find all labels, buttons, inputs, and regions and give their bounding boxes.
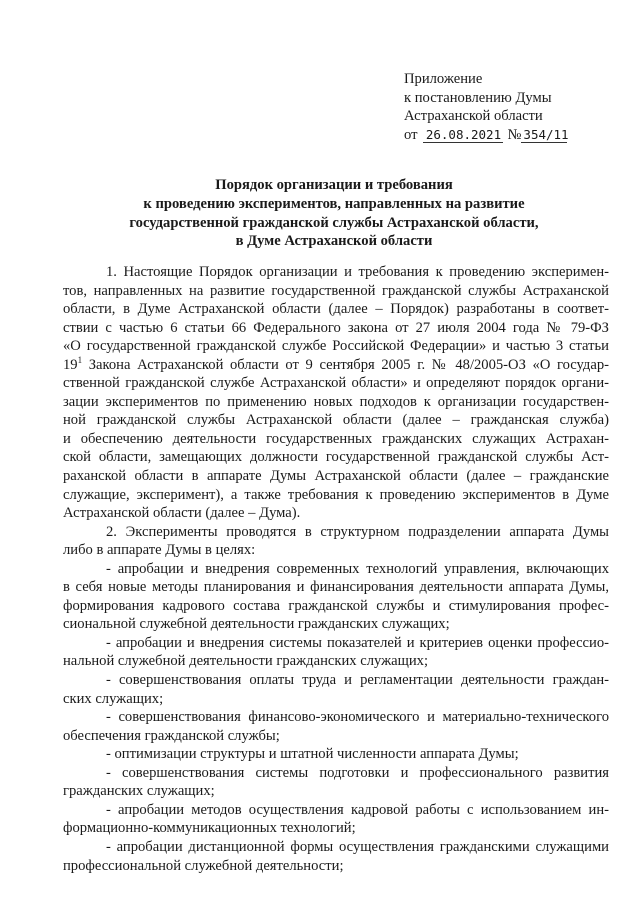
body-line: 1. Настоящие Порядок организации и требования к проведению эксперимен- — [106, 264, 609, 280]
annex-date-number — [404, 126, 624, 145]
title-line: Порядок организации и требования — [215, 177, 453, 193]
body-line: либо в аппарате Думы в целях: — [63, 542, 256, 559]
list-item-line: - апробации и внедрения современных технологий управления, включающих — [106, 560, 609, 577]
list-item-line: - оптимизации структуры и штатной численности аппарата Думы; — [106, 746, 519, 763]
annex-block — [404, 70, 624, 144]
list-item-line: - апробации и внедрения системы показателей и критериев оценки профессио- — [106, 634, 609, 651]
body-line-rest: Закона Астраханской области от 9 сентября 2005 г. № 48/2005-ОЗ «О государ- — [82, 356, 609, 373]
body-line: обеспечения гражданской службы; — [63, 727, 280, 744]
date-prefix: от — [404, 126, 418, 143]
body-line-with-footnote — [63, 356, 609, 375]
body-line: нальной служебной деятельности гражданских служащих; — [63, 653, 429, 670]
body-line: «О государственной гражданской службе Российской Федерации» и частью 3 статьи — [63, 338, 609, 355]
document-body — [63, 263, 609, 875]
body-line-start: 19 — [63, 356, 78, 373]
body-line: ственной гражданской службе Астраханской области» и определяют порядок органи- — [63, 375, 609, 392]
body-line: служащие, эксперимент), а также требования к проведению экспериментов в Думе — [63, 486, 609, 503]
body-line: ствии с частью 6 статьи 66 Федерального закона от 27 июля 2004 года № 79-ФЗ — [63, 319, 609, 336]
title-line: в Думе Астраханской области — [235, 233, 433, 250]
body-line: тов, направленных на развитие государственной гражданской службы Астраханской — [63, 282, 609, 299]
body-line: сиональной служебной деятельности гражданских служащих; — [63, 616, 450, 633]
body-line: профессиональной служебной деятельности; — [63, 857, 344, 874]
annex-region: Астраханской области — [404, 108, 543, 124]
decree-date: 26.08.2021 — [423, 127, 503, 143]
body-line: 2. Эксперименты проводятся в структурном подразделении аппарата Думы — [106, 523, 609, 540]
body-line: формирования кадрового состава гражданской службы и стимулирования профес- — [63, 597, 609, 614]
list-item-line: - апробации дистанционной формы осуществления гражданскими служащими — [106, 838, 609, 855]
list-item-line: - совершенствования оплаты труда и регламентации деятельности граждан- — [106, 672, 609, 689]
body-line: области, в Думе Астраханской области (далее – Порядок) разработаны в соответ- — [63, 301, 609, 318]
list-item-line: - апробации методов осуществления кадровой работы с использованием ин- — [106, 801, 609, 818]
number-sign: № — [507, 126, 522, 143]
body-line: ной гражданской службы Астраханской области (далее – гражданская служба) — [63, 412, 609, 429]
annex-title: Приложение — [404, 71, 483, 87]
superscript-index: 1 — [77, 355, 83, 365]
title-line: государственной гражданской службы Астраханской области, — [129, 214, 539, 231]
body-line: в себя новые методы планирования и финансирования деятельности аппарата Думы, — [63, 579, 609, 596]
document-title — [60, 176, 608, 251]
body-line: Астраханской области (далее – Дума). — [63, 505, 301, 522]
annex-reference: к постановлению Думы — [404, 89, 552, 106]
body-line: ской области, замещающих должности государственной гражданской службы Аст- — [63, 449, 609, 466]
list-item-line: - совершенствования финансово-экономического и материально-технического — [106, 709, 609, 726]
body-line: формационно-коммуникационных технологий; — [63, 820, 356, 837]
body-line: гражданских служащих; — [63, 783, 215, 800]
body-line: ских служащих; — [63, 690, 164, 707]
decree-number: 354/11 — [523, 126, 569, 142]
title-line: к проведению экспериментов, направленных на развитие — [143, 195, 525, 212]
body-line: раханской области в аппарате Думы Астраханской области (далее – гражданские — [63, 468, 609, 485]
list-item-line: - совершенствования системы подготовки и профессионального развития — [106, 764, 609, 781]
body-line: зации экспериментов по применению новых подходов к организации государствен- — [63, 393, 609, 410]
body-line: и обеспечению деятельности государственных гражданских служащих Астрахан- — [63, 430, 609, 447]
